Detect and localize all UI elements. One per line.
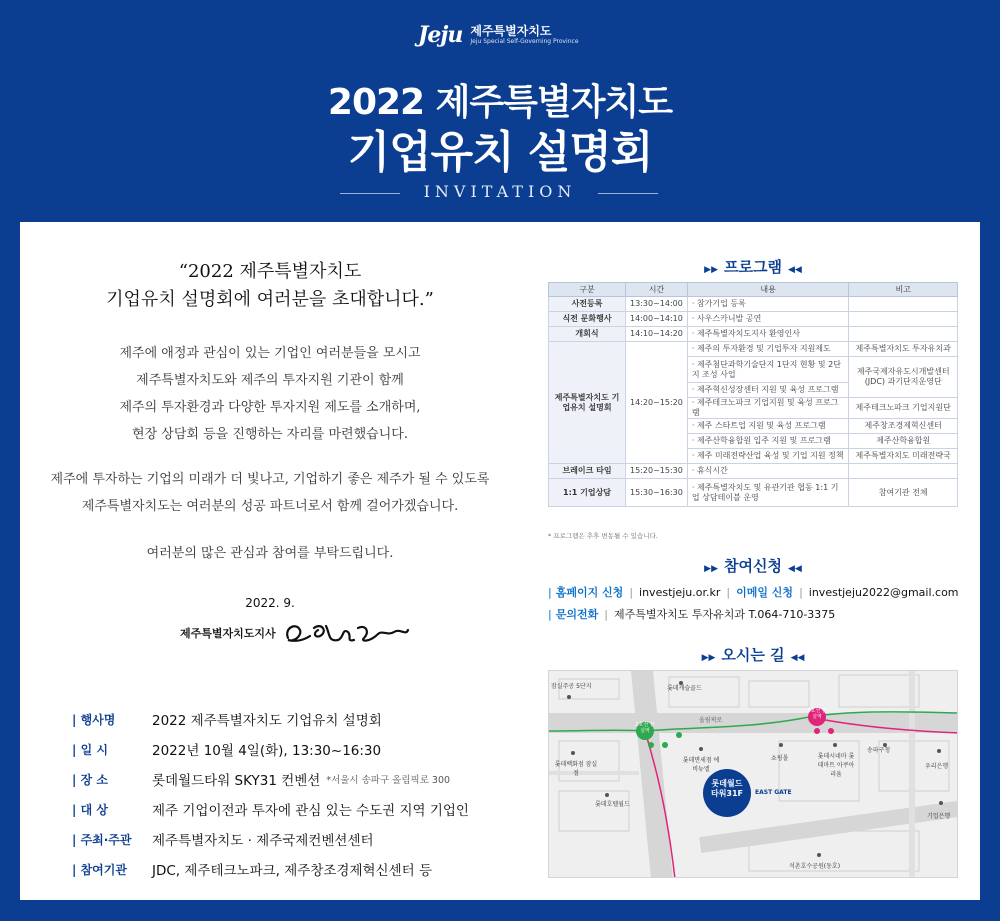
lotte-tower-label: 롯데월드 타워31F xyxy=(710,779,744,798)
cell-content: · 제주의 투자환경 및 기업투자 지원제도 xyxy=(687,342,849,357)
quote-line-2: 기업유치 설명회에 여러분을 초대합니다.” xyxy=(106,289,434,310)
paragraph-1 xyxy=(20,340,520,448)
para2-line: 제주특별자치도는 여러분의 성공 파트너로서 함께 걸어가겠습니다. xyxy=(81,499,459,514)
apply-row-phone xyxy=(548,606,835,622)
map-label: 송파구청 xyxy=(867,747,891,754)
cell-content: · 제주첨단과학기술단지 1단지 현황 및 2단지 조성 사업 xyxy=(687,357,849,383)
quote-line-1: “2022 제주특별자치도 xyxy=(178,261,362,282)
cell-time: 15:30~16:30 xyxy=(626,479,688,507)
cell-content: · 제주테크노파크 기업지원 및 육성 프로그램 xyxy=(687,398,849,419)
map-label: 쇼핑몰 xyxy=(771,755,789,762)
cell-content: · 사우스카니발 공연 xyxy=(687,312,849,327)
invitation-card xyxy=(20,222,980,900)
cell-time: 15:20~15:30 xyxy=(626,464,688,479)
separator: | xyxy=(629,585,634,599)
paragraph-3: 여러분의 많은 관심과 참여를 부탁드립니다. xyxy=(146,546,394,561)
cell-category: 개회식 xyxy=(549,327,626,342)
station-8-label: 8호선 잠실역 xyxy=(807,708,827,720)
info-row-host xyxy=(72,824,522,854)
cell-note: 제주특별자치도 미래전략국 xyxy=(849,449,958,464)
info-label: | 참여기관 xyxy=(72,861,152,878)
info-row-name xyxy=(72,704,522,734)
arrow-left-icon: ◀◀ xyxy=(787,564,802,574)
arrow-right-icon: ▶▶ xyxy=(701,653,716,663)
separator: | xyxy=(726,585,731,599)
separator: | xyxy=(799,585,803,599)
title-line-1: 2022 제주특별자치도 xyxy=(327,82,673,123)
web-label: 홈페이지 신청 xyxy=(555,586,624,599)
col-note: 비고 xyxy=(849,283,958,297)
cell-time: 14:10~14:20 xyxy=(626,327,688,342)
cell-time: 14:20~15:20 xyxy=(626,342,688,464)
table-row xyxy=(549,297,958,312)
cell-note xyxy=(849,464,958,479)
info-value: JDC, 제주테크노파크, 제주창조경제혁신센터 등 xyxy=(152,863,432,879)
map-label: 석촌호수공원(동호) xyxy=(789,863,841,870)
quote xyxy=(20,258,520,314)
map-label: 롯데호텔월드 xyxy=(595,801,630,808)
phone-value: 제주특별자치도 투자유치과 T.064-710-3375 xyxy=(613,608,836,621)
info-value: 롯데월드타워 SKY31 컨벤션 xyxy=(152,773,321,789)
cell-time: 14:00~14:10 xyxy=(626,312,688,327)
table-row xyxy=(549,464,958,479)
map-label: 기업은행 xyxy=(927,813,951,820)
station-2-label: 2호선 잠실역 xyxy=(635,722,655,734)
cell-note xyxy=(849,312,958,327)
jeju-logo xyxy=(418,22,579,48)
phone-label: 문의전화 xyxy=(555,608,599,621)
info-value: 2022 제주특별자치도 기업유치 설명회 xyxy=(152,713,382,729)
east-gate-label: EAST GATE xyxy=(755,789,792,796)
bar-mark: | xyxy=(548,585,552,599)
table-row xyxy=(549,312,958,327)
cell-content: · 제주 미래전략산업 육성 및 기업 지원 정책 xyxy=(687,449,849,464)
cell-time: 13:30~14:00 xyxy=(626,297,688,312)
title-line-2: 기업유치 설명회 xyxy=(347,127,653,178)
map-label: 잠실주공 5단지 xyxy=(551,683,592,690)
jeju-logo-mark: Jeju xyxy=(418,22,463,48)
location-map[interactable] xyxy=(548,670,958,878)
program-title-text: 프로그램 xyxy=(724,258,782,276)
letter-date: 2022. 9. xyxy=(245,596,295,610)
header xyxy=(0,0,1000,222)
info-label: | 장 소 xyxy=(72,771,152,788)
event-info xyxy=(72,704,522,884)
cell-content: · 제주혁신성장센터 지원 및 육성 프로그램 xyxy=(687,383,849,398)
para1-line: 제주에 애정과 관심이 있는 기업인 여러분들을 모시고 xyxy=(119,346,421,361)
table-row xyxy=(549,479,958,507)
logo-name: 제주특별자치도 xyxy=(470,24,552,38)
cell-content: · 제주특별자치도 및 유관기관 협동 1:1 기업 상담테이블 운영 xyxy=(687,479,849,507)
program-title xyxy=(548,256,958,277)
map-label: 롯데캐슬골드 xyxy=(667,685,702,692)
arrow-right-icon: ▶▶ xyxy=(704,265,719,275)
arrow-left-icon: ◀◀ xyxy=(790,653,805,663)
para1-line: 제주특별자치도와 제주의 투자지원 기관이 함께 xyxy=(136,373,404,388)
info-value: 제주 기업이전과 투자에 관심 있는 수도권 지역 기업인 xyxy=(152,803,469,819)
map-title-text: 오시는 길 xyxy=(721,646,785,664)
apply-row-web-mail xyxy=(548,584,959,600)
divider-right xyxy=(598,193,658,194)
logo-subtitle: Jeju Special Self-Governing Province xyxy=(470,38,579,45)
para1-line: 제주의 투자환경과 다양한 투자지원 제도를 소개하며, xyxy=(119,400,421,415)
cell-note: 제주특별자치도 투자유치과 xyxy=(849,342,958,357)
program-footnote: * 프로그램은 추후 변동될 수 있습니다. xyxy=(548,532,658,540)
map-label: 우리은행 xyxy=(925,763,949,770)
map-title xyxy=(548,644,958,665)
cell-category: 사전등록 xyxy=(549,297,626,312)
cell-note xyxy=(849,297,958,312)
cell-content: · 제주 스타트업 지원 및 육성 프로그램 xyxy=(687,419,849,434)
info-row-participants xyxy=(72,854,522,884)
apply-title xyxy=(548,555,958,576)
table-row xyxy=(549,342,958,357)
cell-note: 제주테크노파크 기업지원단 xyxy=(849,398,958,419)
signature-icon xyxy=(282,618,412,648)
cell-note: 제주창조경제혁신센터 xyxy=(849,419,958,434)
cell-content: · 참가기업 등록 xyxy=(687,297,849,312)
para2-line: 제주에 투자하는 기업의 미래가 더 빛나고, 기업하기 좋은 제주가 될 수 있도록 xyxy=(50,472,490,487)
program-header-row xyxy=(549,283,958,297)
map-label: 롯데시네마 롯데마트 아쿠아리움 xyxy=(817,753,855,778)
cell-note: 제주산학융합원 xyxy=(849,434,958,449)
info-value: 2022년 10월 4일(화), 13:30~16:30 xyxy=(152,743,382,759)
map-label: 롯데면세점 에비뉴엘 xyxy=(682,757,720,773)
col-content: 내용 xyxy=(687,283,849,297)
signature-row xyxy=(180,618,412,648)
cell-category: 브레이크 타임 xyxy=(549,464,626,479)
program-table xyxy=(548,282,958,507)
arrow-right-icon: ▶▶ xyxy=(704,564,719,574)
mail-link[interactable]: investjeju2022@gmail.com xyxy=(808,585,959,599)
map-graphic xyxy=(549,671,958,878)
info-row-venue xyxy=(72,764,522,794)
bar-mark: | xyxy=(548,607,552,621)
info-label: | 대 상 xyxy=(72,801,152,818)
cell-category: 1:1 기업상담 xyxy=(549,479,626,507)
cell-category: 제주특별자치도 기업유치 설명회 xyxy=(549,342,626,464)
paragraph-2 xyxy=(20,466,520,520)
apply-title-text: 참여신청 xyxy=(724,557,782,575)
cell-note: 참여기관 전체 xyxy=(849,479,958,507)
cell-content: · 제주산학융합원 입주 지원 및 프로그램 xyxy=(687,434,849,449)
signer-title: 제주특별자치도지사 xyxy=(180,627,276,640)
cell-category: 식전 문화행사 xyxy=(549,312,626,327)
map-label: 롯데백화점 잠실점 xyxy=(554,761,598,777)
info-row-datetime xyxy=(72,734,522,764)
info-label: | 주최·주관 xyxy=(72,831,152,848)
info-note: *서울시 송파구 올림픽로 300 xyxy=(326,775,451,786)
info-value: 제주특별자치도 · 제주국제컨벤션센터 xyxy=(152,833,374,849)
col-time: 시간 xyxy=(626,283,688,297)
web-link[interactable]: investjeju.or.kr xyxy=(639,585,721,599)
table-row xyxy=(549,327,958,342)
col-category: 구분 xyxy=(549,283,626,297)
mail-label: 이메일 신청 xyxy=(736,586,794,599)
road-label: 올림픽로 xyxy=(699,717,723,724)
info-label: | 행사명 xyxy=(72,711,152,728)
cell-content: · 휴식시간 xyxy=(687,464,849,479)
info-row-target xyxy=(72,794,522,824)
para1-line: 현장 상담회 등을 진행하는 자리를 마련했습니다. xyxy=(132,427,408,442)
cell-note xyxy=(849,327,958,342)
cell-content: · 제주특별자치도지사 환영인사 xyxy=(687,327,849,342)
separator: | xyxy=(604,607,608,621)
arrow-left-icon: ◀◀ xyxy=(787,265,802,275)
cell-note: 제주국제자유도시개발센터 (JDC) 과기단지운영단 xyxy=(849,357,958,398)
info-label: | 일 시 xyxy=(72,741,152,758)
invitation-label: INVITATION xyxy=(423,182,577,201)
